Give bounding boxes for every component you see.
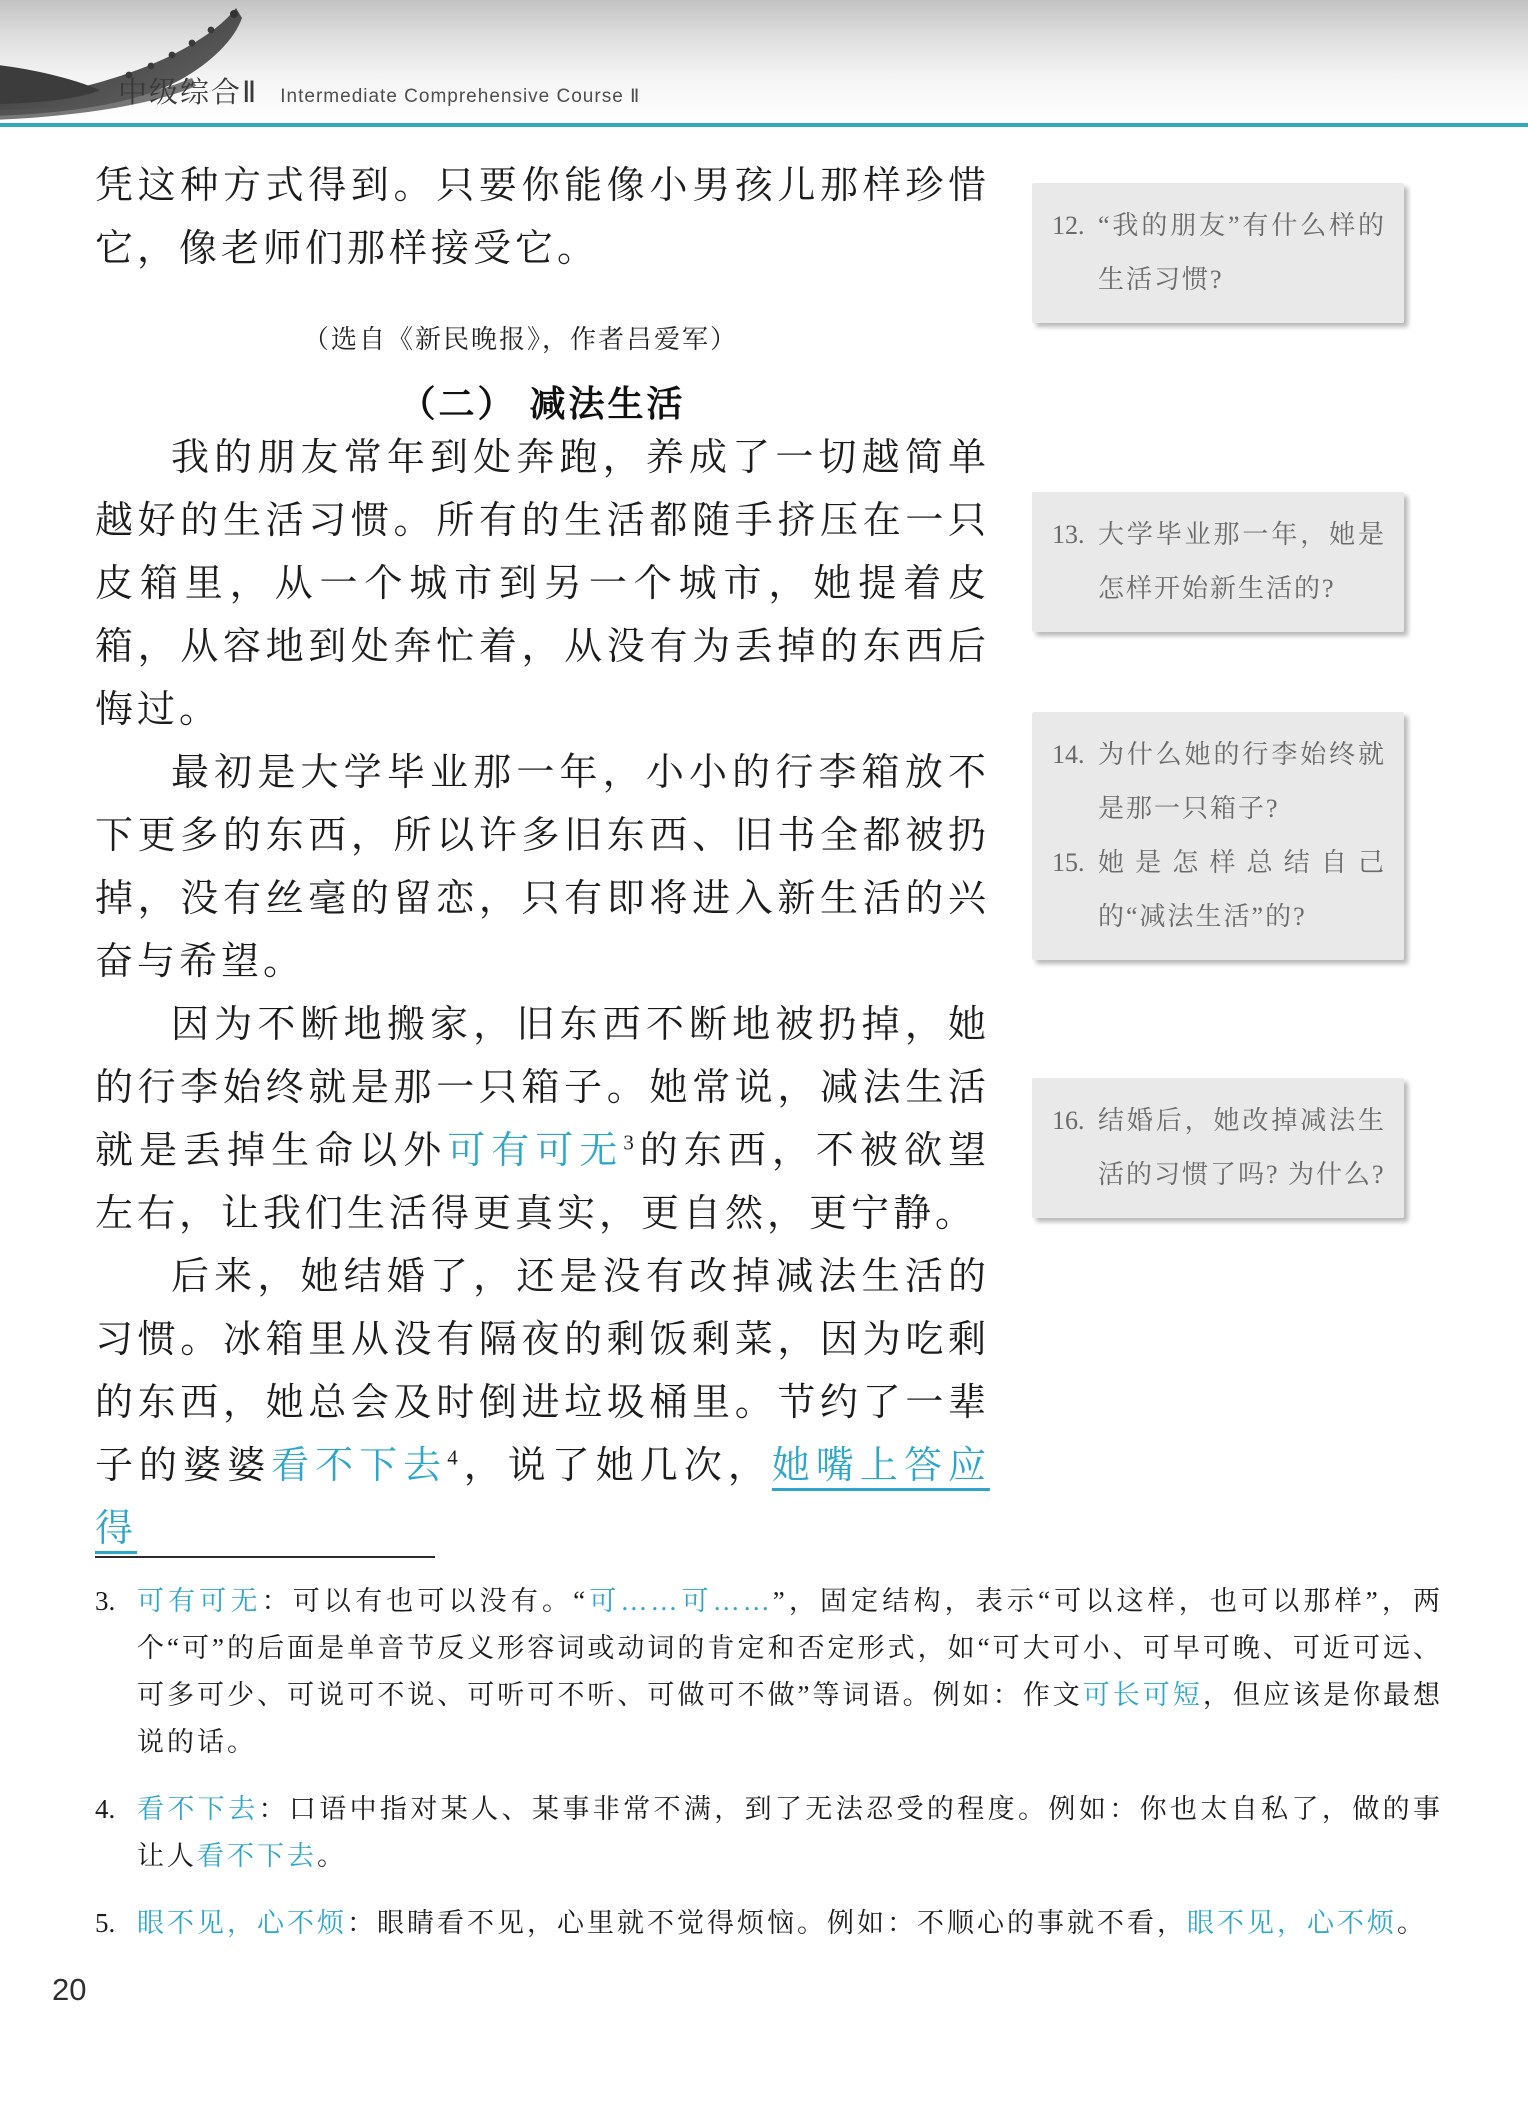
question-13: [1052, 508, 1386, 616]
question-box-12: [1032, 183, 1404, 323]
question-14: [1052, 728, 1386, 836]
footnote-separator: [95, 1556, 435, 1558]
footnote-5: [95, 1900, 1443, 1947]
course-title-en: Intermediate Comprehensive Course Ⅱ: [280, 86, 641, 107]
question-number: 16.: [1052, 1106, 1085, 1135]
footnote-text: 看不下去：口语中指对某人、某事非常不满，到了无法忍受的程度。例如：你也太自私了，做的事让人看不下去。: [137, 1794, 1444, 1871]
footnote-text: 眼不见，心不烦：眼睛看不见，心里就不觉得烦恼。例如：不顺心的事就不看，眼不见，心不烦。: [137, 1908, 1427, 1938]
article-column: [95, 127, 990, 1561]
page-number: 20: [52, 1972, 87, 2007]
question-text: 结婚后，她改掉减法生活的习惯了吗? 为什么?: [1098, 1106, 1386, 1189]
question-text: “我的朋友”有什么样的生活习惯?: [1098, 211, 1386, 294]
footnote-number: 3.: [95, 1586, 116, 1616]
article-continuation-paragraph: 凭这种方式得到。只要你能像小男孩儿那样珍惜它，像老师们那样接受它。: [95, 165, 990, 270]
footnote-4: [95, 1786, 1443, 1880]
section-title: （二） 减法生活: [399, 383, 686, 424]
question-number: 12.: [1052, 211, 1085, 240]
question-15: [1052, 836, 1386, 944]
question-number: 13.: [1052, 520, 1085, 549]
article-paragraph-2: 最初是大学毕业那一年，小小的行李箱放不下更多的东西，所以许多旧东西、旧书全都被扔掉，没有丝毫的留恋，只有即将进入新生活的兴奋与希望。: [95, 752, 990, 983]
question-16: [1052, 1094, 1386, 1202]
article-paragraph-4: 后来，她结婚了，还是没有改掉减法生活的习惯。冰箱里从没有隔夜的剩饭剩菜，因为吃剩的东西，她总会及时倒进垃圾桶里。节约了一辈子的婆婆看不下去$^4$，说了她几次，她嘴上答应得: [95, 1256, 990, 1550]
question-12: [1052, 199, 1386, 307]
article-source: （选自《新民晚报》，作者吕爱军）: [302, 324, 738, 354]
course-title-zh: 中级综合Ⅱ: [118, 77, 259, 109]
footnote-number: 5.: [95, 1908, 116, 1938]
question-number: 15.: [1052, 848, 1085, 877]
footnote-number: 4.: [95, 1794, 116, 1824]
question-number: 14.: [1052, 740, 1085, 769]
footnote-text: 可有可无：可以有也可以没有。“可……可……”，固定结构，表示“可以这样，也可以那样”，两个“可”的后面是单音节反义形容词或动词的肯定和否定形式，如“可大可小、可早可晚、可近可远、可多可少、可说可不说、可听可不听、可做可不做”等词语。例如：作文可长可短，但应该是你最想说的话。: [137, 1586, 1444, 1757]
article-paragraph-1: 我的朋友常年到处奔跑，养成了一切越简单越好的生活习惯。所有的生活都随手挤压在一只皮箱里，从一个城市到另一个城市，她提着皮箱，从容地到处奔忙着，从没有为丢掉的东西后悔过。: [95, 437, 990, 731]
question-text: 她是怎样总结自己的“减法生活”的?: [1098, 848, 1386, 931]
article-paragraph-3: 因为不断地搬家，旧东西不断地被扔掉，她的行李始终就是那一只箱子。她常说，减法生活就是丢掉生命以外可有可无$^3$的东西，不被欲望左右，让我们生活得更真实，更自然，更宁静。: [95, 1004, 990, 1235]
footnotes-block: [95, 1578, 1443, 1967]
question-box-16: [1032, 1078, 1404, 1218]
question-text: 为什么她的行李始终就是那一只箱子?: [1098, 740, 1386, 823]
page-header: [0, 0, 1528, 127]
footnote-3: [95, 1578, 1443, 1766]
course-title: [118, 70, 640, 111]
question-box-13: [1032, 492, 1404, 632]
question-text: 大学毕业那一年，她是怎样开始新生活的?: [1098, 520, 1386, 603]
question-box-14-15: [1032, 712, 1404, 960]
